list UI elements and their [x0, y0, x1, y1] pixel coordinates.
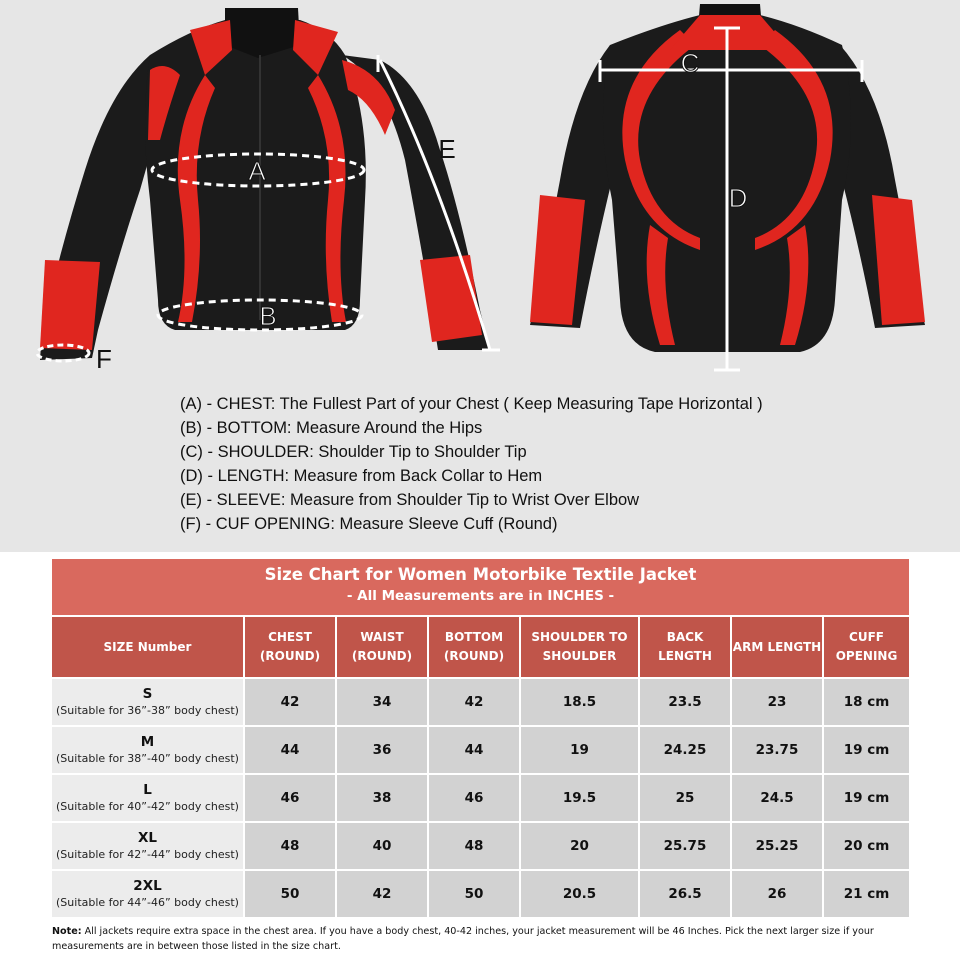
label-a: A	[248, 156, 266, 186]
size-cell	[52, 869, 245, 917]
legend-item-f: (F) - CUF OPENING: Measure Sleeve Cuff (Round)	[180, 515, 558, 533]
table-cell: 26	[732, 869, 824, 917]
measurement-legend	[180, 392, 880, 536]
size-note: (Suitable for 38”-40” body chest)	[56, 752, 239, 765]
column-header	[337, 615, 429, 677]
column-header-line1: SHOULDER TO	[531, 630, 628, 644]
legend-item-b: (B) - BOTTOM: Measure Around the Hips	[180, 419, 483, 437]
label-b: B	[259, 301, 277, 331]
label-f: F	[96, 344, 112, 374]
table-cell: 20 cm	[824, 821, 909, 869]
table-cell: 44	[429, 725, 521, 773]
size-table	[52, 615, 909, 917]
table-cell: 40	[337, 821, 429, 869]
table-cell: 46	[429, 773, 521, 821]
table-cell: 23	[732, 677, 824, 725]
jacket-measurement-diagram	[0, 0, 960, 380]
column-header-line1: WAIST	[360, 630, 404, 644]
size-cell	[52, 821, 245, 869]
column-header	[429, 615, 521, 677]
note-label: Note:	[52, 926, 82, 937]
table-cell: 25.75	[640, 821, 732, 869]
table-cell: 24.25	[640, 725, 732, 773]
column-header	[640, 615, 732, 677]
column-header-line1: ARM LENGTH	[732, 639, 822, 654]
table-row	[52, 725, 909, 773]
size-note: (Suitable for 36”-38” body chest)	[56, 704, 239, 717]
size-cell	[52, 725, 245, 773]
table-cell: 24.5	[732, 773, 824, 821]
table-cell: 42	[245, 677, 337, 725]
column-header-line1: SIZE Number	[103, 639, 192, 654]
table-body	[52, 677, 909, 917]
size-note: (Suitable for 40”-42” body chest)	[56, 800, 239, 813]
table-cell: 19	[521, 725, 640, 773]
back-jacket-illustration	[530, 4, 925, 370]
size-name: XL	[137, 830, 157, 846]
legend-item-e: (E) - SLEEVE: Measure from Shoulder Tip to Wrist Over Elbow	[180, 491, 640, 509]
size-name: M	[140, 734, 155, 750]
note-text: All jackets require extra space in the chest area. If you have a body chest, 40-42 inches, your jacket measurement will be 46 Inches. Pick the next larger size if your measurements are in between those listed in the size chart.	[52, 926, 874, 952]
table-cell: 46	[245, 773, 337, 821]
table-row	[52, 869, 909, 917]
size-cell	[52, 773, 245, 821]
label-d: D	[728, 183, 748, 213]
legend-item-a: (A) - CHEST: The Fullest Part of your Chest ( Keep Measuring Tape Horizontal )	[180, 395, 763, 413]
column-header-line2: SHOULDER	[542, 649, 617, 663]
table-cell: 42	[337, 869, 429, 917]
table-cell: 25.25	[732, 821, 824, 869]
table-cell: 26.5	[640, 869, 732, 917]
table-cell: 18.5	[521, 677, 640, 725]
table-cell: 19 cm	[824, 773, 909, 821]
legend-item-c: (C) - SHOULDER: Shoulder Tip to Shoulder Tip	[180, 443, 527, 461]
column-header	[732, 615, 824, 677]
size-chart-subtitle: - All Measurements are in INCHES -	[346, 588, 615, 604]
footer-note	[52, 924, 912, 954]
table-cell: 25	[640, 773, 732, 821]
table-row	[52, 773, 909, 821]
column-header-line2: OPENING	[835, 649, 898, 663]
legend-item-d: (D) - LENGTH: Measure from Back Collar to Hem	[180, 467, 543, 485]
size-note: (Suitable for 42”-44” body chest)	[56, 848, 239, 861]
table-cell: 44	[245, 725, 337, 773]
column-header	[824, 615, 909, 677]
table-header-row	[52, 615, 909, 677]
column-header-line1: BACK LENGTH	[658, 630, 712, 663]
label-e: E	[438, 134, 456, 164]
size-note: (Suitable for 44”-46” body chest)	[56, 896, 239, 909]
column-header	[245, 615, 337, 677]
table-cell: 19.5	[521, 773, 640, 821]
table-cell: 23.75	[732, 725, 824, 773]
size-name: S	[142, 686, 153, 702]
table-cell: 18 cm	[824, 677, 909, 725]
table-cell: 42	[429, 677, 521, 725]
column-header-line2: (ROUND)	[443, 649, 505, 663]
table-cell: 50	[429, 869, 521, 917]
size-name: 2XL	[133, 878, 162, 894]
table-row	[52, 677, 909, 725]
column-header-line1: BOTTOM	[444, 630, 504, 644]
column-header-line1: CHEST	[268, 630, 312, 644]
table-cell: 48	[429, 821, 521, 869]
table-row	[52, 821, 909, 869]
column-header-line2: (ROUND)	[351, 649, 413, 663]
size-chart	[52, 559, 909, 917]
size-cell	[52, 677, 245, 725]
column-header-line2: (ROUND)	[259, 649, 321, 663]
column-header-line1: CUFF	[849, 630, 884, 644]
table-cell: 36	[337, 725, 429, 773]
table-cell: 48	[245, 821, 337, 869]
label-c: C	[680, 48, 700, 78]
table-cell: 19 cm	[824, 725, 909, 773]
table-cell: 20.5	[521, 869, 640, 917]
size-chart-title: Size Chart for Women Motorbike Textile Jacket	[264, 565, 697, 584]
table-cell: 23.5	[640, 677, 732, 725]
size-chart-header	[52, 559, 909, 615]
size-name: L	[143, 782, 152, 798]
column-header	[521, 615, 640, 677]
table-cell: 20	[521, 821, 640, 869]
table-cell: 50	[245, 869, 337, 917]
table-cell: 21 cm	[824, 869, 909, 917]
column-header	[52, 615, 245, 677]
table-cell: 38	[337, 773, 429, 821]
table-cell: 34	[337, 677, 429, 725]
